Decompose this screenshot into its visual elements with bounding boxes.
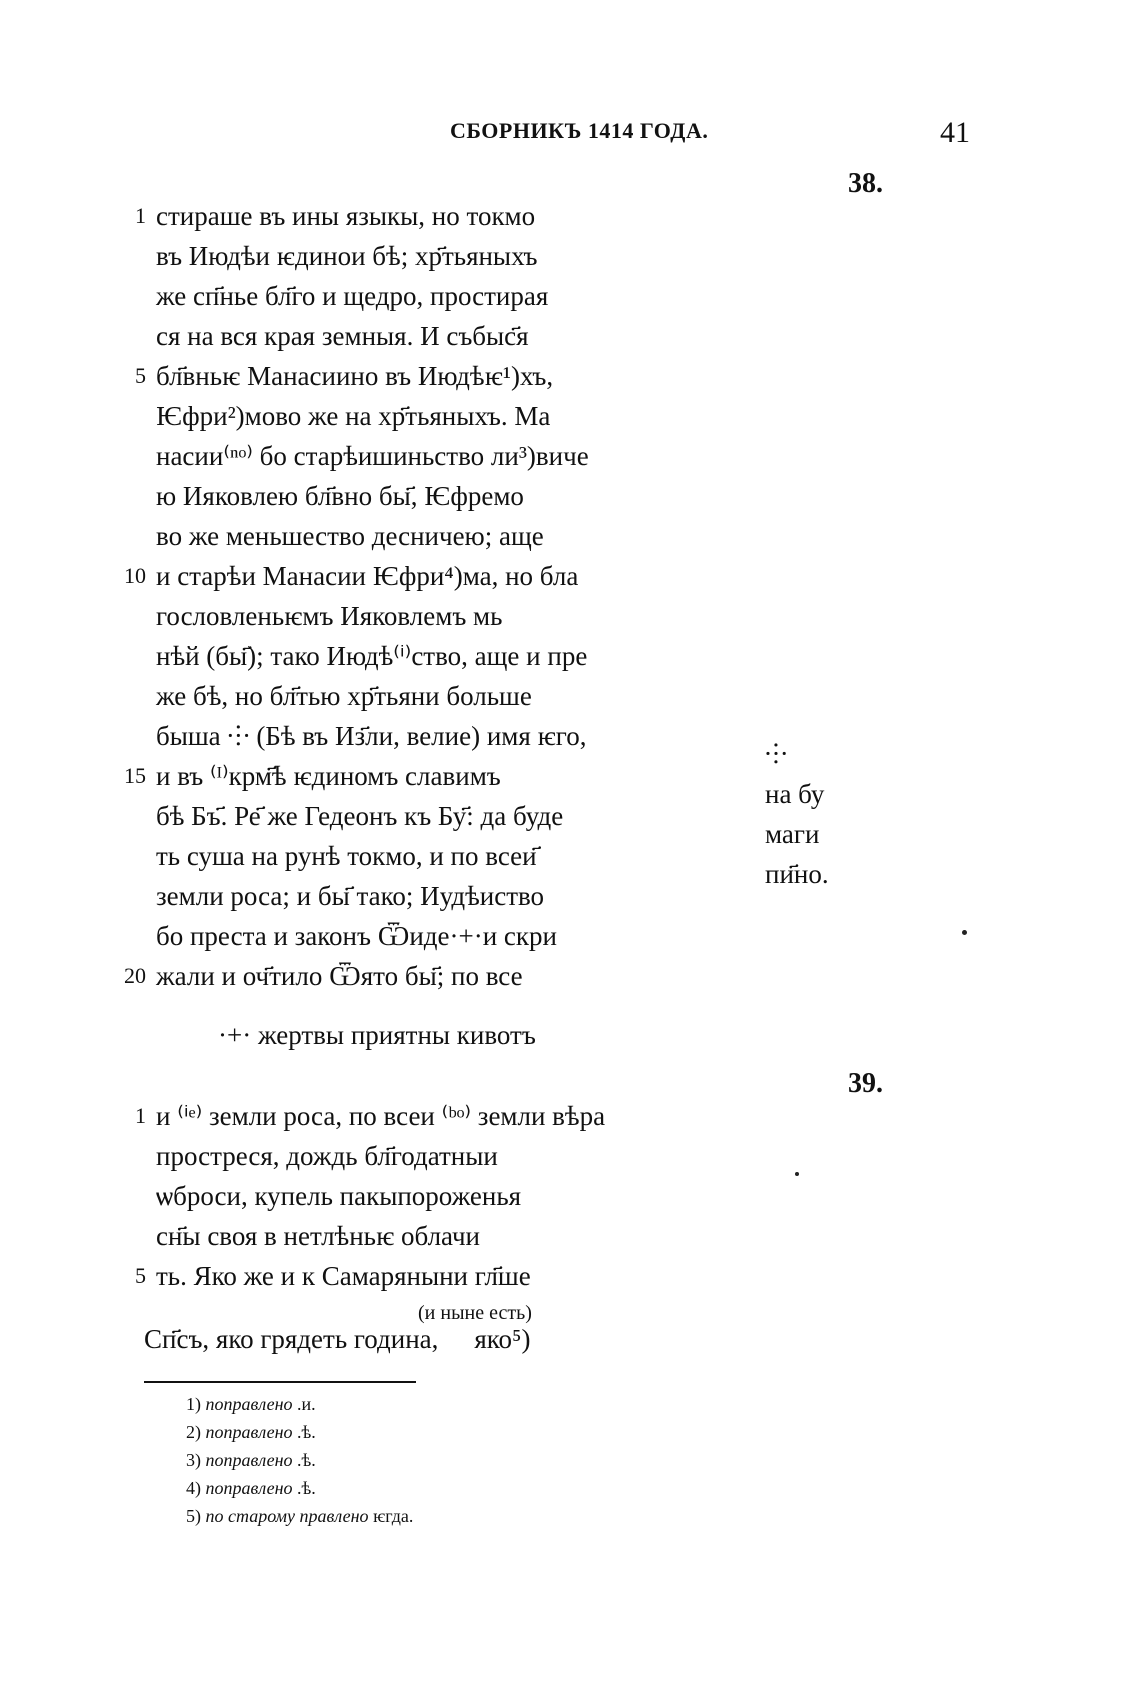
verse-line: [100, 876, 780, 916]
line-number: 5: [135, 363, 146, 388]
footnote: [186, 1502, 413, 1530]
footnote-number: 5): [186, 1506, 201, 1526]
line-text: жали и оч҃тило Ѿято бы҃; по все: [156, 961, 523, 991]
verse-line: [100, 836, 780, 876]
line-text: сн҃ы своя в нетлѣньѥ облачи: [156, 1221, 480, 1251]
verse-line: [100, 236, 780, 276]
footnote-number: 2): [186, 1422, 201, 1442]
line-text: нѣй (бы҃); тако Июдѣ⁽ⁱ⁾ство, аще и пре: [156, 641, 588, 671]
verse-line: [100, 1256, 780, 1296]
line-text: быша ⸭ (Бѣ въ Из҃ли, велие) имя ѥго,: [156, 721, 587, 751]
verse-line: [100, 316, 780, 356]
footnotes: [186, 1390, 413, 1530]
verse-line: [100, 596, 780, 636]
line-text: насии⁽ⁿᵒ⁾ бо старѣишиньство ли³)виче: [156, 441, 589, 471]
section-number-39: 39.: [848, 1068, 883, 1099]
verse-line: [100, 756, 780, 796]
verse-line: [100, 396, 780, 436]
verse-line: [100, 356, 780, 396]
line-text: простреся, дождь бл҃годатныи: [156, 1141, 498, 1171]
verse-line: [100, 516, 780, 556]
verse-line: [100, 636, 780, 676]
line-text: гословленьѥмъ Ияковлемъ мь: [156, 601, 503, 631]
line-text: ть суша на рунѣ токмо, и по всеи҃: [156, 841, 537, 871]
interlinear-note: (и ныне есть): [418, 1302, 532, 1324]
line-text: земли роса; и бы҃ тако; Иудѣиство: [156, 881, 545, 911]
verse-line: [100, 916, 780, 956]
line-text: ть. Яко же и к Самаряныни гл҃ше: [156, 1261, 531, 1291]
footnote: [186, 1474, 413, 1502]
verse-line: [100, 436, 780, 476]
line-number: 1: [135, 203, 146, 228]
running-header: СБОРНИКЪ 1414 ГОДА.: [450, 118, 709, 143]
footnote-text: .ѣ.: [292, 1422, 316, 1442]
line-text: бл҃вньѥ Манасиино въ Июдѣѥ¹)хъ,: [156, 361, 554, 391]
verse-block-39: [100, 1096, 780, 1296]
line-text: же бѣ, но бл҃тью хр҃тьяни больше: [156, 681, 532, 711]
footnote-italic: поправлено: [205, 1422, 293, 1442]
footnote-number: 3): [186, 1450, 201, 1470]
verse-line: [100, 716, 780, 756]
inserted-line: ·+· жертвы приятны кивотъ: [218, 1020, 536, 1050]
footnote-text: .и.: [292, 1394, 316, 1414]
footnote-italic: по старому правлено: [205, 1506, 369, 1526]
line-text: бѣ Бъ҃. Ре҃ же Гедеонъ къ Бу҃: да буде: [156, 801, 564, 831]
verse-line: [100, 556, 780, 596]
verse-line: [100, 676, 780, 716]
line-text: ѡброси, купель пакыпороженья: [156, 1181, 522, 1211]
ink-speck: [962, 930, 967, 935]
footnote-number: 4): [186, 1478, 201, 1498]
line-number: 1: [135, 1103, 146, 1128]
line-text: стираше въ ины языкы, но токмо: [156, 201, 536, 231]
footnote-text: .ѣ.: [292, 1450, 316, 1470]
margin-note: [765, 734, 875, 894]
verse-line: [100, 1216, 780, 1256]
footnote-italic: поправлено: [205, 1394, 293, 1414]
final-line: [144, 1324, 530, 1355]
margin-note-line: маги: [765, 819, 820, 849]
line-text: ю Ияковлею бл҃вно бы҃, Ѥфремо: [156, 481, 524, 511]
footnote-rule: [144, 1381, 416, 1383]
page-number: 41: [940, 116, 970, 149]
margin-note-line: ⸭: [765, 739, 788, 769]
footnote: [186, 1418, 413, 1446]
line-text: во же меньшество десничею; аще: [156, 521, 544, 551]
verse-line: [100, 276, 780, 316]
line-text: и старѣи Манасии Ѥфри⁴)ма, но бла: [156, 561, 579, 591]
line-text: ся на вся края земныя. И събыс҃я: [156, 321, 529, 351]
verse-line: [100, 196, 780, 236]
footnote-text: .ѣ.: [292, 1478, 316, 1498]
footnote-italic: поправлено: [205, 1478, 293, 1498]
ink-speck: [795, 1172, 799, 1176]
line-number: 10: [124, 563, 146, 588]
footnote-text: ѥгда.: [368, 1506, 414, 1526]
footnote-italic: поправлено: [205, 1450, 293, 1470]
line-number: 5: [135, 1263, 146, 1288]
margin-note-line: на бу: [765, 779, 825, 809]
line-text: и въ ⁽ᴵ⁾крм҃ѣ ѥдиномъ славимъ: [156, 761, 501, 791]
verse-line: [100, 956, 780, 996]
final-line-text: Сп҃съ, яко грядеть година,: [144, 1324, 439, 1354]
footnote: [186, 1446, 413, 1474]
verse-line: [100, 476, 780, 516]
line-number: 15: [124, 763, 146, 788]
final-line-tail: яко⁵): [474, 1324, 531, 1354]
section-number-38: 38.: [848, 168, 883, 199]
margin-note-line: пи҃но.: [765, 859, 829, 889]
line-text: въ Июдѣи ѥдинои бѣ; хр҃тьяныхъ: [156, 241, 538, 271]
verse-line: [100, 1096, 780, 1136]
verse-block-38: [100, 196, 780, 996]
footnote-number: 1): [186, 1394, 201, 1414]
line-text: Ѥфри²)мово же на хр҃тьяныхъ. Ма: [156, 401, 551, 431]
footnote: [186, 1390, 413, 1418]
line-number: 20: [124, 963, 146, 988]
line-text: же сп҃нье бл҃го и щедро, простирая: [156, 281, 549, 311]
line-text: и ⁽ⁱᵉ⁾ земли роса, по всеи ⁽ᵇᵒ⁾ земли вѣра: [156, 1101, 606, 1131]
verse-line: [100, 796, 780, 836]
verse-line: [100, 1176, 780, 1216]
verse-line: [100, 1136, 780, 1176]
line-text: бо преста и законъ Ѿиде·+·и скри: [156, 921, 557, 951]
